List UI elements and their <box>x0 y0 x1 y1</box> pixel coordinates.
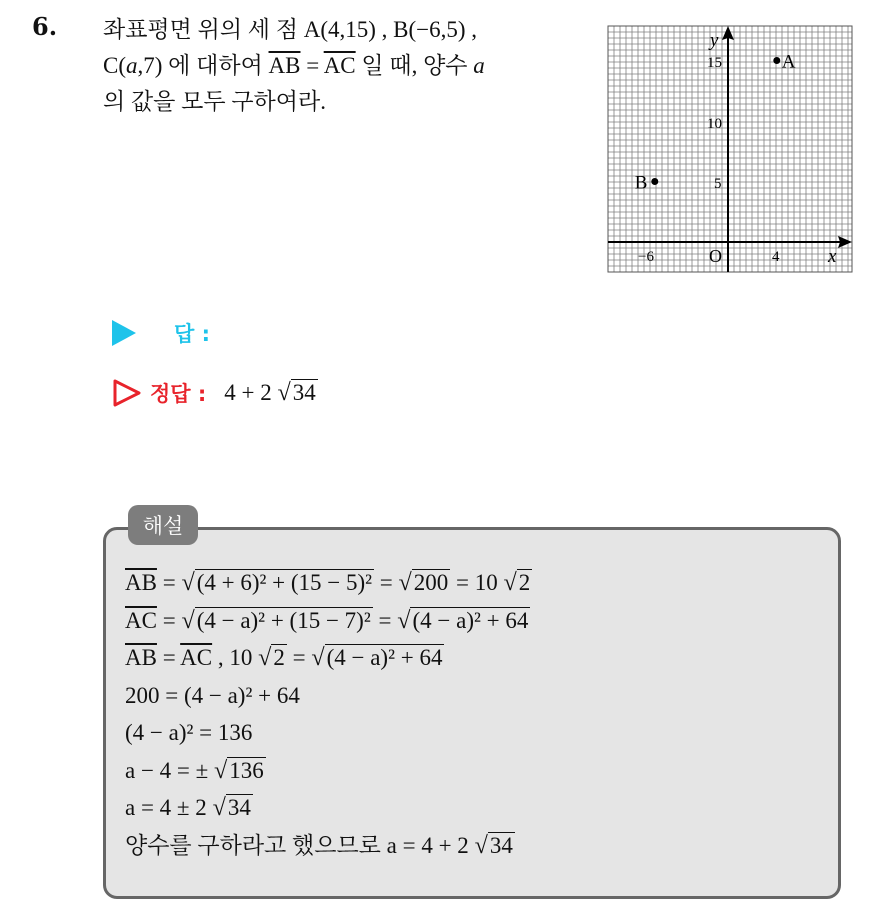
tick-label-y15: 15 <box>707 55 722 71</box>
solution-line-8: 양수를 구하라고 했으므로 a = 4 + 2 √34 <box>125 831 513 859</box>
question-number: 6. <box>32 12 58 41</box>
tick-label-y5: 5 <box>714 176 722 192</box>
solution-line-3: $\overline{AB} = \overline{AC}$ , 10 √2 = √(4 − a)² + 64 <box>125 644 443 671</box>
question-text <box>103 12 593 120</box>
x-axis-label: x <box>828 246 837 267</box>
question-line-2: C(a,7) 에 대하여 $\overline{AB} = \overline{AC}$ 일 때, 양수 a <box>103 53 485 78</box>
y-axis <box>722 26 734 272</box>
solution-line-1: $\overline{AB} = √(4 + 6)^2 + (15 - 5)^2 = √200 = 10$ √2 <box>125 569 531 596</box>
point-a <box>773 57 780 64</box>
question-line-3: 의 값을 모두 구하여라. <box>103 89 326 114</box>
outline-triangle-icon <box>112 378 142 408</box>
coordinate-graph <box>604 22 854 274</box>
tick-label-y10: 10 <box>707 116 722 132</box>
point-label-a: A <box>781 51 796 73</box>
correct-answer-label: 정답 : <box>150 382 207 406</box>
solution-line-7: a = 4 ± 2 √34 <box>125 794 251 821</box>
correct-answer-row <box>112 378 318 408</box>
answer-row <box>112 318 210 348</box>
play-triangle-icon <box>112 320 136 346</box>
solution-line-2: $\overline{AC} = √(4 - a)^2 + (15 - 7)^2 = √(4 - a)^2 + 64$ <box>125 606 529 634</box>
solution-tab: 해설 <box>128 505 198 545</box>
graph-grid <box>608 26 852 272</box>
solution-content <box>125 564 825 864</box>
origin-label: O <box>709 246 722 266</box>
point-b <box>651 178 658 185</box>
y-axis-label: y <box>710 30 719 51</box>
solution-line-4: 200 = (4 − a)² + 64 <box>125 682 300 708</box>
solution-line-6: a − 4 = ± √136 <box>125 756 264 784</box>
x-axis <box>608 236 852 248</box>
segment-ab: $\overline{AB}$ <box>268 53 301 78</box>
tick-label-x-minus6: −6 <box>638 249 654 265</box>
answer-label: 답 : <box>174 322 210 346</box>
tick-label-x4: 4 <box>772 249 780 265</box>
segment-ac: $\overline{AC}$ <box>323 53 356 78</box>
point-label-b: B <box>634 172 648 194</box>
solution-line-5: (4 − a)² = 136 <box>125 720 253 745</box>
question-line-1: 좌표평면 위의 세 점 A(4,15) , B(−6,5) , <box>103 17 478 42</box>
correct-answer-value: 4 + 2 √34 <box>224 379 316 406</box>
